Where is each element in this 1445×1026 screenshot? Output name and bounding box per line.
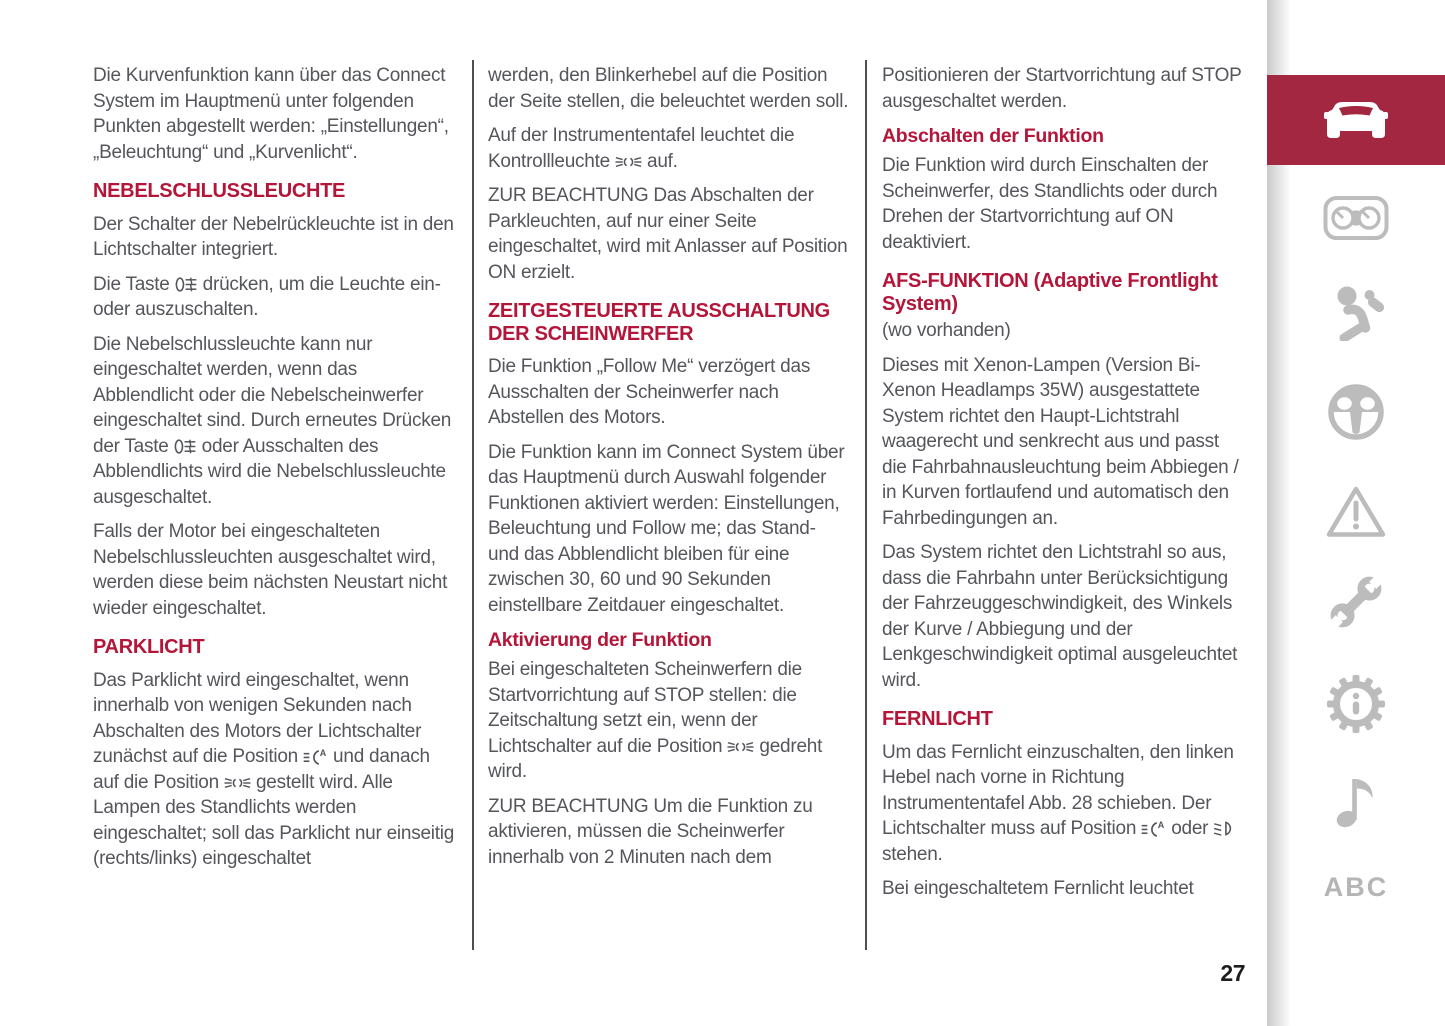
- paragraph: Bei eingeschalteten Scheinwerfern die Startvorrichtung auf STOP stellen: die Zeitschaltung setzt ein, wenn der Lichtschalter auf die Position gedreht wird.: [488, 659, 823, 782]
- sidebar-item-instrument-cluster[interactable]: [1323, 195, 1389, 246]
- sidebar-item-warning-triangle[interactable]: [1325, 484, 1387, 545]
- paragraph: Die Kurvenfunktion kann über das Connect System im Hauptmenü unter folgenden Punkten abgestellt werden: „Einstellungen“, „Beleuchtung“ und „Kurvenlicht“.: [93, 65, 449, 163]
- sidebar-item-steering-wheel[interactable]: [1326, 382, 1386, 447]
- column-divider: [472, 60, 474, 950]
- music-note-icon: [1334, 771, 1378, 829]
- low-beam-icon: [1213, 821, 1236, 836]
- sidebar-item-car[interactable]: [1267, 75, 1445, 165]
- sidebar-item-airbag[interactable]: [1327, 283, 1385, 346]
- info-gear-icon: [1326, 674, 1386, 734]
- paragraph: Dieses mit Xenon-Lampen (Version Bi-Xenon Headlamps 35W) ausgestattete System richtet den Haupt-Lichtstrahl waagerecht und senkrecht aus und passt die Fahrbahnausleuchtung beim Abbiegen / in Kurven fortlaufend und automatisch den Fahrbedingungen an.: [882, 354, 1239, 529]
- warning-triangle-icon: [1325, 484, 1387, 540]
- rear-fog-icon: [174, 439, 197, 454]
- paragraph: ZUR BEACHTUNG Um die Funktion zu aktivieren, müssen die Scheinwerfer innerhalb von 2 Minuten nach dem: [488, 795, 813, 868]
- airbag-icon: [1327, 283, 1385, 341]
- sub-heading: Abschalten der Funktion: [882, 125, 1104, 147]
- sidebar-item-wrench[interactable]: [1324, 570, 1388, 639]
- position-lights-icon: [615, 155, 642, 169]
- paragraph: Falls der Motor bei eingeschalteten Nebelschlussleuchten ausgeschaltet wird, werden diese beim nächsten Neustart nicht wieder eingeschaltet.: [93, 521, 448, 619]
- paragraph: Das Parklicht wird eingeschaltet, wenn innerhalb von wenigen Sekunden nach Abschalten des Motors der Lichtschalter zunächst auf die Position und danach auf die Position gestellt wird. Alle Lampen des Standlichts werden eingeschaltet; soll das Parklicht nur einseitig (rechts/links) eingeschaltet: [93, 669, 455, 869]
- column-divider: [865, 60, 867, 950]
- section-heading: FERNLICHT: [882, 708, 993, 730]
- paragraph: Der Schalter der Nebelrückleuchte ist in den Lichtschalter integriert.: [93, 213, 454, 260]
- steering-wheel-icon: [1326, 382, 1386, 442]
- section-heading: ZEITGESTEUERTE AUSSCHALTUNG DER SCHEINWERFER: [488, 300, 830, 345]
- wrench-icon: [1324, 570, 1388, 634]
- position-lights-icon: [727, 740, 754, 754]
- section-heading: PARKLICHT: [93, 636, 205, 658]
- text-column-1: [93, 63, 455, 881]
- auto-headlight-icon: [1141, 820, 1166, 837]
- abc-label: ABC: [1323, 872, 1389, 902]
- instrument-cluster-icon: [1323, 195, 1389, 241]
- paragraph: werden, den Blinkerhebel auf die Position der Seite stellen, die beleuchtet werden soll.: [488, 65, 849, 112]
- paragraph: Positionieren der Startvorrichtung auf STOP ausgeschaltet werden.: [882, 65, 1242, 112]
- text-column-2: [488, 63, 850, 879]
- paragraph: Das System richtet den Lichtstrahl so aus, dass die Fahrbahn unter Berücksichtigung der Fahrzeuggeschwindigkeit, des Winkels der Kurve / Abbiegung und der Lenkgeschwindigkeit optimal ausgeleuchtet wird.: [882, 542, 1238, 691]
- rear-fog-icon: [175, 277, 198, 292]
- section-heading: AFS-FUNKTION (Adaptive Frontlight System): [882, 270, 1218, 315]
- paragraph: Die Funktion „Follow Me“ verzögert das Ausschalten der Scheinwerfer nach Abstellen des Motors.: [488, 356, 811, 428]
- paragraph: Die Taste drücken, um die Leuchte ein- oder auszuschalten.: [93, 273, 441, 320]
- sub-heading: Aktivierung der Funktion: [488, 629, 712, 651]
- section-heading: NEBELSCHLUSSLEUCHTE: [93, 180, 346, 202]
- sidebar-item-abc[interactable]: [1324, 872, 1389, 903]
- sidebar-item-music-note[interactable]: [1334, 771, 1378, 834]
- paragraph: Die Nebelschlussleuchte kann nur eingeschaltet werden, wenn das Abblendlicht oder die Nebelscheinwerfer eingeschaltet sind. Durch erneutes Drücken der Taste oder Ausschalten des Abblendlichts wird die Nebelschlussleuchte ausgeschaltet.: [93, 333, 452, 508]
- paragraph: ZUR BEACHTUNG Das Abschalten der Parkleuchten, auf nur einer Seite eingeschaltet, wird mit Anlasser auf Position ON erzielt.: [488, 185, 848, 283]
- sidebar: [1267, 0, 1445, 1026]
- paragraph: Bei eingeschaltetem Fernlicht leuchtet: [882, 878, 1194, 899]
- paragraph: Die Funktion wird durch Einschalten der Scheinwerfer, des Standlichts oder durch Drehen der Startvorrichtung auf ON deaktiviert.: [882, 155, 1218, 253]
- paragraph: Um das Fernlicht einzuschalten, den linken Hebel nach vorne in Richtung Instrumententafel Abb. 28 schieben. Der Lichtschalter muss auf Position oder stehen.: [882, 740, 1248, 868]
- paragraph: Auf der Instrumententafel leuchtet die Kontrollleuchte auf.: [488, 125, 795, 172]
- page-number: 27: [1220, 960, 1245, 986]
- auto-headlight-icon: [303, 748, 328, 765]
- paragraph: (wo vorhanden): [882, 320, 1011, 341]
- text-column-3: [882, 63, 1248, 911]
- position-lights-icon: [224, 776, 251, 790]
- sidebar-item-info-gear[interactable]: [1326, 674, 1386, 739]
- car-icon: [1324, 98, 1388, 142]
- paragraph: Die Funktion kann im Connect System über das Hauptmenü durch Auswahl folgender Funktionen aktiviert werden: Einstellungen, Beleuchtung und Follow me; das Stand- und das Abblendlicht bleiben für eine zwischen 30, 60 und 90 Sekunden einstellbare Zeitdauer eingeschaltet.: [488, 441, 845, 616]
